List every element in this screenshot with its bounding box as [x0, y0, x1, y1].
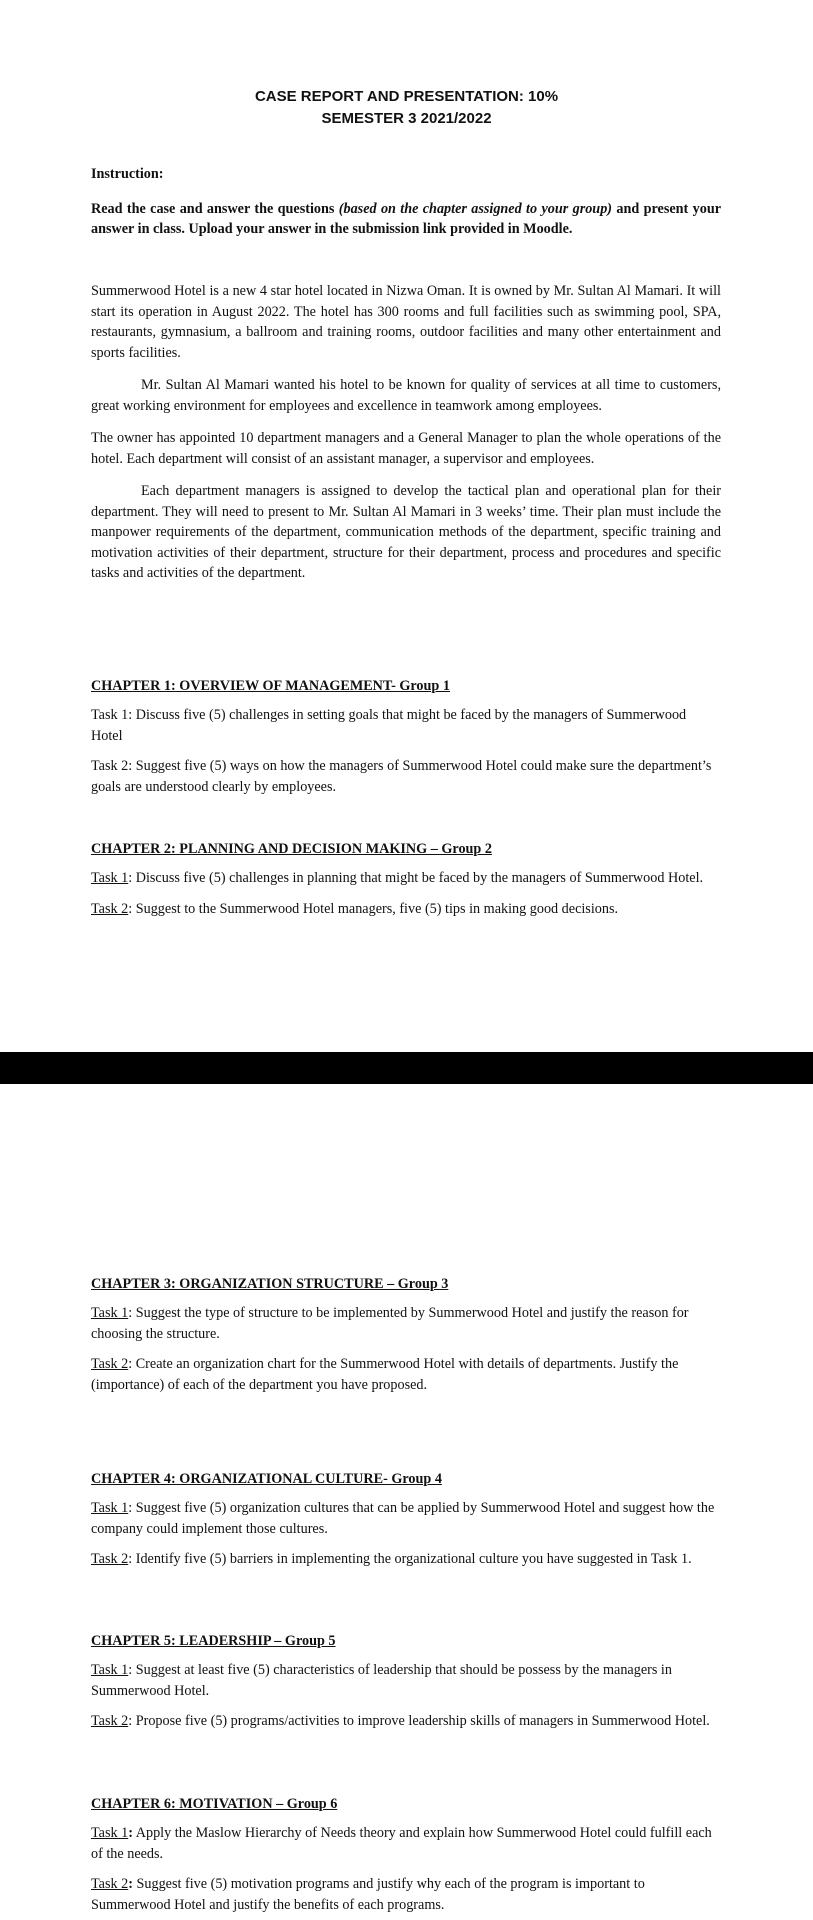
chapter-6-task-2: Task 2: Suggest five (5) motivation programs and justify why each of the program is important to Summerwood Hotel and justify the benefits of each programs.: [91, 1876, 645, 1913]
chapter-1-task-1: Task 1: Discuss five (5) challenges in setting goals that might be faced by the managers of Summerwood Hotel: [91, 707, 687, 744]
chapter-2-section: [91, 839, 721, 919]
chapter-5-task-2: Task 2: Propose five (5) programs/activities to improve leadership skills of managers in Summerwood Hotel.: [91, 1713, 710, 1729]
instruction-text: Read the case and answer the questions (based on the chapter assigned to your group) and present your answer in class. Upload your answer in the submission link provided in Moodle.: [91, 200, 722, 237]
chapter-6-section: [91, 1794, 721, 1915]
chapter-2-title: CHAPTER 2: PLANNING AND DECISION MAKING – Group 2: [91, 841, 492, 857]
chapter-5-task-1: Task 1: Suggest at least five (5) characteristics of leadership that should be possess by the managers in Summerwood Hotel.: [91, 1662, 672, 1699]
case-paragraph: Mr. Sultan Al Mamari wanted his hotel to be known for quality of services at all time to customers, great working environment for employees and excellence in teamwork among employees.: [91, 377, 721, 414]
chapter-6-task-1: Task 1: Apply the Maslow Hierarchy of Needs theory and explain how Summerwood Hotel could fulfill each of the needs.: [91, 1825, 712, 1862]
chapter-3-task-1: Task 1: Suggest the type of structure to be implemented by Summerwood Hotel and justify the reason for choosing the structure.: [91, 1305, 689, 1342]
chapter-5-section: [91, 1631, 721, 1732]
chapter-6-title: CHAPTER 6: MOTIVATION – Group 6: [91, 1796, 338, 1812]
case-description: [91, 281, 721, 584]
case-paragraph: Each department managers is assigned to develop the tactical plan and operational plan for their department. They will need to present to Mr. Sultan Al Mamari in 3 weeks’ time. Their plan must include the manpower requirements of the department, communication methods of the department, specific training and motivation activities of their department, structure for their department, process and procedures and specific tasks and activities of the department.: [91, 483, 721, 581]
chapter-3-task-2: Task 2: Create an organization chart for the Summerwood Hotel with details of departments. Justify the (importance) of each of the department you have proposed.: [91, 1356, 679, 1393]
chapter-1-title: CHAPTER 1: OVERVIEW OF MANAGEMENT- Group 1: [91, 678, 450, 694]
chapter-4-section: [91, 1469, 721, 1570]
chapter-1-task-2: Task 2: Suggest five (5) ways on how the managers of Summerwood Hotel could make sure the department’s goals are understood clearly by employees.: [91, 758, 712, 795]
header-title: CASE REPORT AND PRESENTATION: 10%: [254, 88, 559, 105]
chapter-5-title: CHAPTER 5: LEADERSHIP – Group 5: [91, 1633, 336, 1649]
chapter-2-task-2: Task 2: Suggest to the Summerwood Hotel managers, five (5) tips in making good decisions.: [91, 900, 619, 917]
chapter-2-task-1: Task 1: Discuss five (5) challenges in planning that might be faced by the managers of Summerwood Hotel.: [91, 870, 704, 886]
chapter-3-title: CHAPTER 3: ORGANIZATION STRUCTURE – Group 3: [91, 1276, 449, 1292]
instruction-block: [91, 164, 721, 240]
case-paragraph: The owner has appointed 10 department managers and a General Manager to plan the whole operations of the hotel. Each department will consist of an assistant manager, a supervisor and employees.: [91, 430, 721, 467]
chapter-4-title: CHAPTER 4: ORGANIZATIONAL CULTURE- Group 4: [91, 1471, 442, 1487]
page-divider: [0, 1052, 813, 1084]
chapter-4-task-1: Task 1: Suggest five (5) organization cultures that can be applied by Summerwood Hotel and suggest how the company could implement those cultures.: [91, 1500, 715, 1537]
chapter-1-section: [91, 676, 721, 797]
chapter-3-section: [91, 1274, 721, 1395]
case-paragraph: Summerwood Hotel is a new 4 star hotel located in Nizwa Oman. It is owned by Mr. Sultan Al Mamari. It will start its operation in August 2022. The hotel has 300 rooms and full facilities such as swimming pool, SPA, restaurants, gymnasium, a ballroom and training rooms, outdoor facilities and many other entertainment and sports facilities.: [91, 283, 721, 361]
header-semester: SEMESTER 3 2021/2022: [321, 110, 492, 127]
chapter-4-task-2: Task 2: Identify five (5) barriers in implementing the organizational culture you have suggested in Task 1.: [91, 1551, 692, 1567]
instruction-label: Instruction:: [91, 166, 164, 182]
document-page-2: [0, 1084, 813, 1920]
